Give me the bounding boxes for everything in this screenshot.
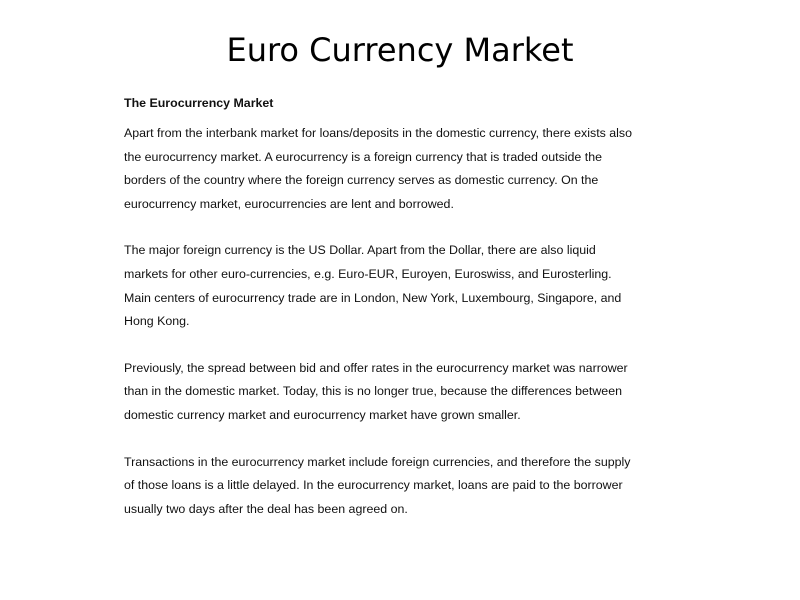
paragraph-line: Hong Kong.: [124, 314, 190, 329]
paragraph-line: eurocurrency market, eurocurrencies are lent and borrowed.: [124, 196, 454, 211]
paragraph-line: domestic currency market and eurocurrency market have grown smaller.: [124, 407, 521, 422]
paragraph-line: Transactions in the eurocurrency market include foreign currencies, and therefore the supply: [124, 454, 631, 469]
slide-title: Euro Currency Market: [226, 31, 574, 69]
paragraph-line: than in the domestic market. Today, this is no longer true, because the differences between: [124, 384, 622, 399]
paragraph-line: Main centers of eurocurrency trade are in London, New York, Luxembourg, Singapore, and: [124, 290, 622, 305]
paragraph-major-currency: [124, 239, 664, 333]
paragraph-transactions: [124, 451, 664, 522]
paragraph-line: Apart from the interbank market for loans/deposits in the domestic currency, there exists also: [124, 126, 633, 140]
paragraph-interbank: [124, 122, 664, 216]
document-heading: The Eurocurrency Market: [124, 96, 274, 110]
document-excerpt: [124, 94, 664, 544]
paragraph-line: the eurocurrency market. A eurocurrency is a foreign currency that is traded outside the: [124, 149, 602, 164]
paragraph-line: usually two days after the deal has been agreed on.: [124, 501, 408, 516]
paragraph-line: borders of the country where the foreign currency serves as domestic currency. On the: [124, 173, 599, 188]
paragraph-line: Previously, the spread between bid and offer rates in the eurocurrency market was narrower: [124, 360, 628, 375]
paragraph-line: The major foreign currency is the US Dollar. Apart from the Dollar, there are also liquid: [124, 243, 596, 258]
paragraph-line: of those loans is a little delayed. In the eurocurrency market, loans are paid to the borrower: [124, 478, 623, 493]
paragraph-line: markets for other euro-currencies, e.g. Euro-EUR, Euroyen, Euroswiss, and Eurosterling.: [124, 266, 612, 281]
paragraph-spread: [124, 357, 664, 428]
